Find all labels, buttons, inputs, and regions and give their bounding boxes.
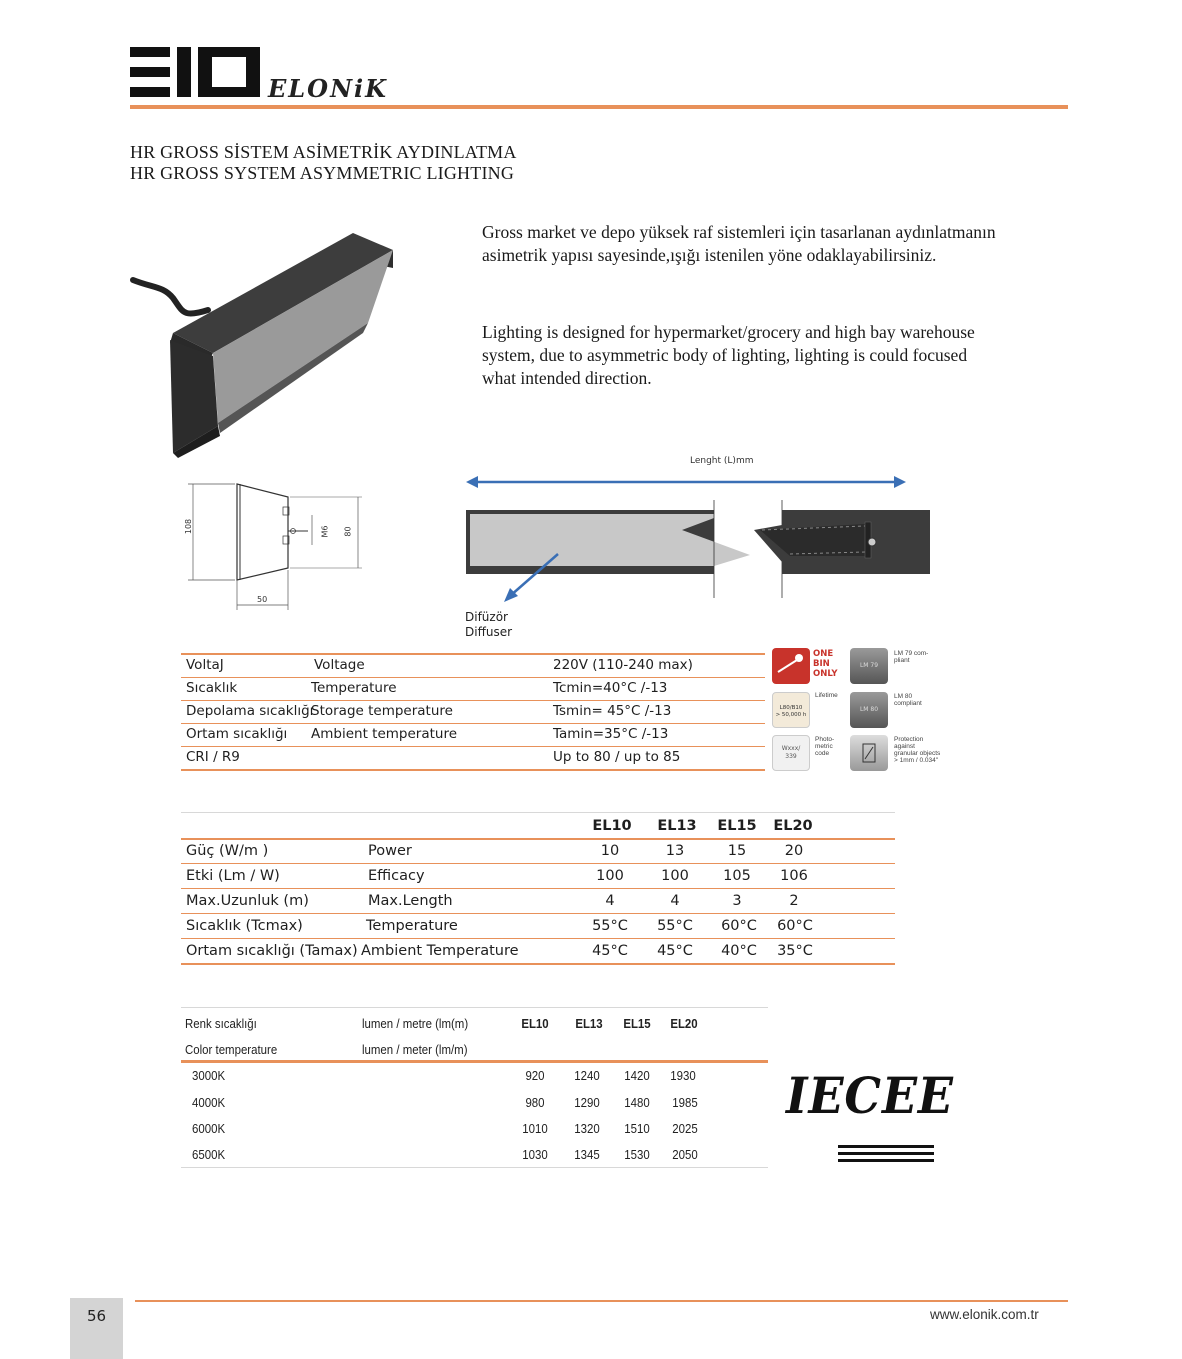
header-rule: [130, 105, 1068, 109]
power-label-en: Power: [368, 843, 412, 859]
power-value: 10: [600, 843, 620, 859]
lumen-value: 920: [525, 1068, 545, 1083]
spec-row-ambient: [181, 723, 765, 746]
title-en: HR GROSS SYSTEM ASYMMETRIC LIGHTING: [130, 163, 515, 183]
color-temp: 6000K: [192, 1121, 226, 1136]
length-label: Lenght (L)mm: [690, 456, 754, 466]
title-tr: HR GROSS SİSTEM ASİMETRİK AYDINLATMA: [130, 142, 517, 162]
power-value: 20: [784, 843, 804, 859]
model-header: EL13: [657, 818, 697, 834]
power-value: 100: [596, 868, 624, 884]
color-unit-tr: lumen / metre (lm(m): [362, 1016, 469, 1031]
power-value: 45°C: [592, 943, 628, 959]
lumen-value: 1240: [574, 1068, 600, 1083]
spec-label-en: Storage temperature: [311, 703, 453, 719]
product-image: [128, 228, 398, 458]
spec-value: Tamin=35°C /-13: [553, 726, 669, 742]
lumen-value: 1510: [624, 1121, 650, 1136]
power-value: 40°C: [721, 943, 757, 959]
lumen-value: 1010: [522, 1121, 548, 1136]
power-label-en: Efficacy: [368, 868, 425, 884]
page-number: 56: [86, 1307, 107, 1325]
spec-label-en: Temperature: [311, 680, 397, 696]
one-bin-label: [813, 649, 838, 679]
power-value: 3: [732, 893, 742, 909]
power-value: 4: [670, 893, 680, 909]
color-temp: 4000K: [192, 1095, 226, 1110]
photometric-icon: Wxxx/ 339: [772, 735, 810, 771]
protection-caption: Protection against granular objects > 1mm / 0.034": [894, 736, 941, 764]
dim-80: 80: [343, 526, 353, 537]
power-value: 4: [605, 893, 615, 909]
model-header: EL10: [592, 818, 632, 834]
cross-section-drawing: [180, 480, 380, 610]
power-table-bottom-rule: [181, 963, 895, 965]
spec-label-tr: CRI / R9: [186, 749, 240, 765]
spec-value: Tsmin= 45°C /-13: [553, 703, 672, 719]
protection-icon: [850, 735, 888, 771]
spec-label-tr: Depolama sıcaklığı: [186, 703, 314, 719]
color-temp: 3000K: [192, 1068, 226, 1083]
spec-row-cri: [181, 746, 765, 769]
spec-label-en: Ambient temperature: [311, 726, 458, 742]
lumen-value: 1320: [574, 1121, 600, 1136]
power-label-tr: Sıcaklık (Tcmax): [186, 918, 303, 934]
lumen-value: 1985: [672, 1095, 698, 1110]
spec-label-tr: Sıcaklık: [186, 680, 238, 696]
power-value: 15: [727, 843, 747, 859]
dim-width: 50: [257, 595, 268, 604]
color-unit-en: lumen / meter (lm/m): [362, 1042, 468, 1057]
power-value: 55°C: [657, 918, 693, 934]
power-value: 100: [661, 868, 689, 884]
power-value: 35°C: [777, 943, 813, 959]
power-label-en: Temperature: [366, 918, 458, 934]
lumen-value: 2050: [672, 1147, 698, 1162]
lm80-icon: LM 80: [850, 692, 888, 728]
photometric-caption: Photo- metric code: [815, 736, 835, 757]
power-value: 2: [789, 893, 799, 909]
lumen-value: 1530: [624, 1147, 650, 1162]
power-label-tr: Ortam sıcaklığı (Tamax): [186, 943, 358, 959]
power-table-divider: [181, 863, 895, 864]
description-en: Lighting is designed for hypermarket/grocery and high bay warehouse system, due to asymmetric body of lighting, lighting is could focused what intended direction.: [482, 322, 975, 388]
power-label-tr: Etki (Lm / W): [186, 868, 280, 884]
spec-value: Tcmin=40°C /-13: [553, 680, 668, 696]
iecee-logo: IECEE: [786, 1066, 954, 1125]
lumen-value: 1420: [624, 1068, 650, 1083]
footer-rule: [135, 1300, 1068, 1302]
color-model-header: EL20: [670, 1016, 698, 1031]
power-value: 45°C: [657, 943, 693, 959]
spec-label-tr: VoltaJ: [186, 657, 224, 673]
power-label-en: Max.Length: [368, 893, 453, 909]
color-table-header-rule: [181, 1060, 768, 1063]
power-value: 60°C: [721, 918, 757, 934]
lm80-caption: LM 80 compliant: [894, 693, 922, 707]
website-link[interactable]: www.elonik.com.tr: [930, 1307, 1039, 1322]
model-header: EL15: [717, 818, 757, 834]
one-bin-line: BIN: [813, 659, 830, 669]
lumen-value: 980: [525, 1095, 545, 1110]
power-value: 60°C: [777, 918, 813, 934]
spec-value: 220V (110-240 max): [553, 657, 693, 673]
power-table-divider: [181, 938, 895, 939]
power-label-tr: Max.Uzunluk (m): [186, 893, 309, 909]
lumen-value: 1290: [574, 1095, 600, 1110]
lumen-value: 1345: [574, 1147, 600, 1162]
one-bin-icon: [772, 648, 810, 684]
description-tr: Gross market ve depo yüksek raf sistemleri için tasarlanan aydınlatmanın asimetrik yapısı sayesinde,ışığı istenilen yöne odaklayabilirsiniz.: [482, 222, 996, 265]
power-value: 106: [780, 868, 808, 884]
lifetime-icon: L80/B10 > 50,000 h: [772, 692, 810, 728]
dim-height: 108: [184, 518, 194, 535]
lm79-icon: LM 79: [850, 648, 888, 684]
iecee-logo-lines: [838, 1145, 934, 1165]
color-head-en: Color temperature: [185, 1042, 278, 1057]
spec-table-bottom-rule: [181, 769, 765, 771]
spec-row-temperature: [181, 677, 765, 700]
power-value: 55°C: [592, 918, 628, 934]
power-label-tr: Güç (W/m ): [186, 843, 269, 859]
one-bin-line: ONLY: [813, 669, 838, 679]
power-table-divider: [181, 888, 895, 889]
power-table-divider: [181, 913, 895, 914]
color-table-bottom-line: [181, 1167, 768, 1168]
dim-m6: M6: [320, 525, 330, 538]
color-head-tr: Renk sıcaklığı: [185, 1016, 257, 1031]
lumen-value: 1480: [624, 1095, 650, 1110]
brand-name: ELONiK: [268, 74, 388, 103]
power-table-header-rule: [181, 838, 895, 840]
power-value: 105: [723, 868, 751, 884]
color-temp: 6500K: [192, 1147, 226, 1162]
power-label-en: Ambient Temperature: [361, 943, 519, 959]
spec-label-tr: Ortam sıcaklığı: [186, 726, 288, 742]
lumen-value: 1030: [522, 1147, 548, 1162]
power-table-top-line: [181, 812, 895, 813]
color-model-header: EL15: [623, 1016, 651, 1031]
power-value: 13: [665, 843, 685, 859]
color-model-header: EL10: [521, 1016, 549, 1031]
spec-value: Up to 80 / up to 85: [553, 749, 681, 765]
diffuser-label-tr: Difüzör: [465, 610, 508, 624]
lifetime-caption: Lifetime: [815, 692, 838, 699]
diffuser-label-en: Diffuser: [465, 625, 513, 639]
lumen-value: 2025: [672, 1121, 698, 1136]
color-table-top-line: [181, 1007, 768, 1008]
spec-row-voltage: [181, 654, 765, 677]
lm79-caption: LM 79 com- pliant: [894, 650, 929, 664]
length-drawing: [460, 470, 940, 610]
color-model-header: EL13: [575, 1016, 603, 1031]
elonik-logo-mark: [130, 47, 260, 97]
lumen-value: 1930: [670, 1068, 696, 1083]
spec-row-storage: [181, 700, 765, 723]
spec-label-en: Voltage: [314, 657, 365, 673]
one-bin-line: ONE: [813, 649, 834, 659]
model-header: EL20: [773, 818, 813, 834]
